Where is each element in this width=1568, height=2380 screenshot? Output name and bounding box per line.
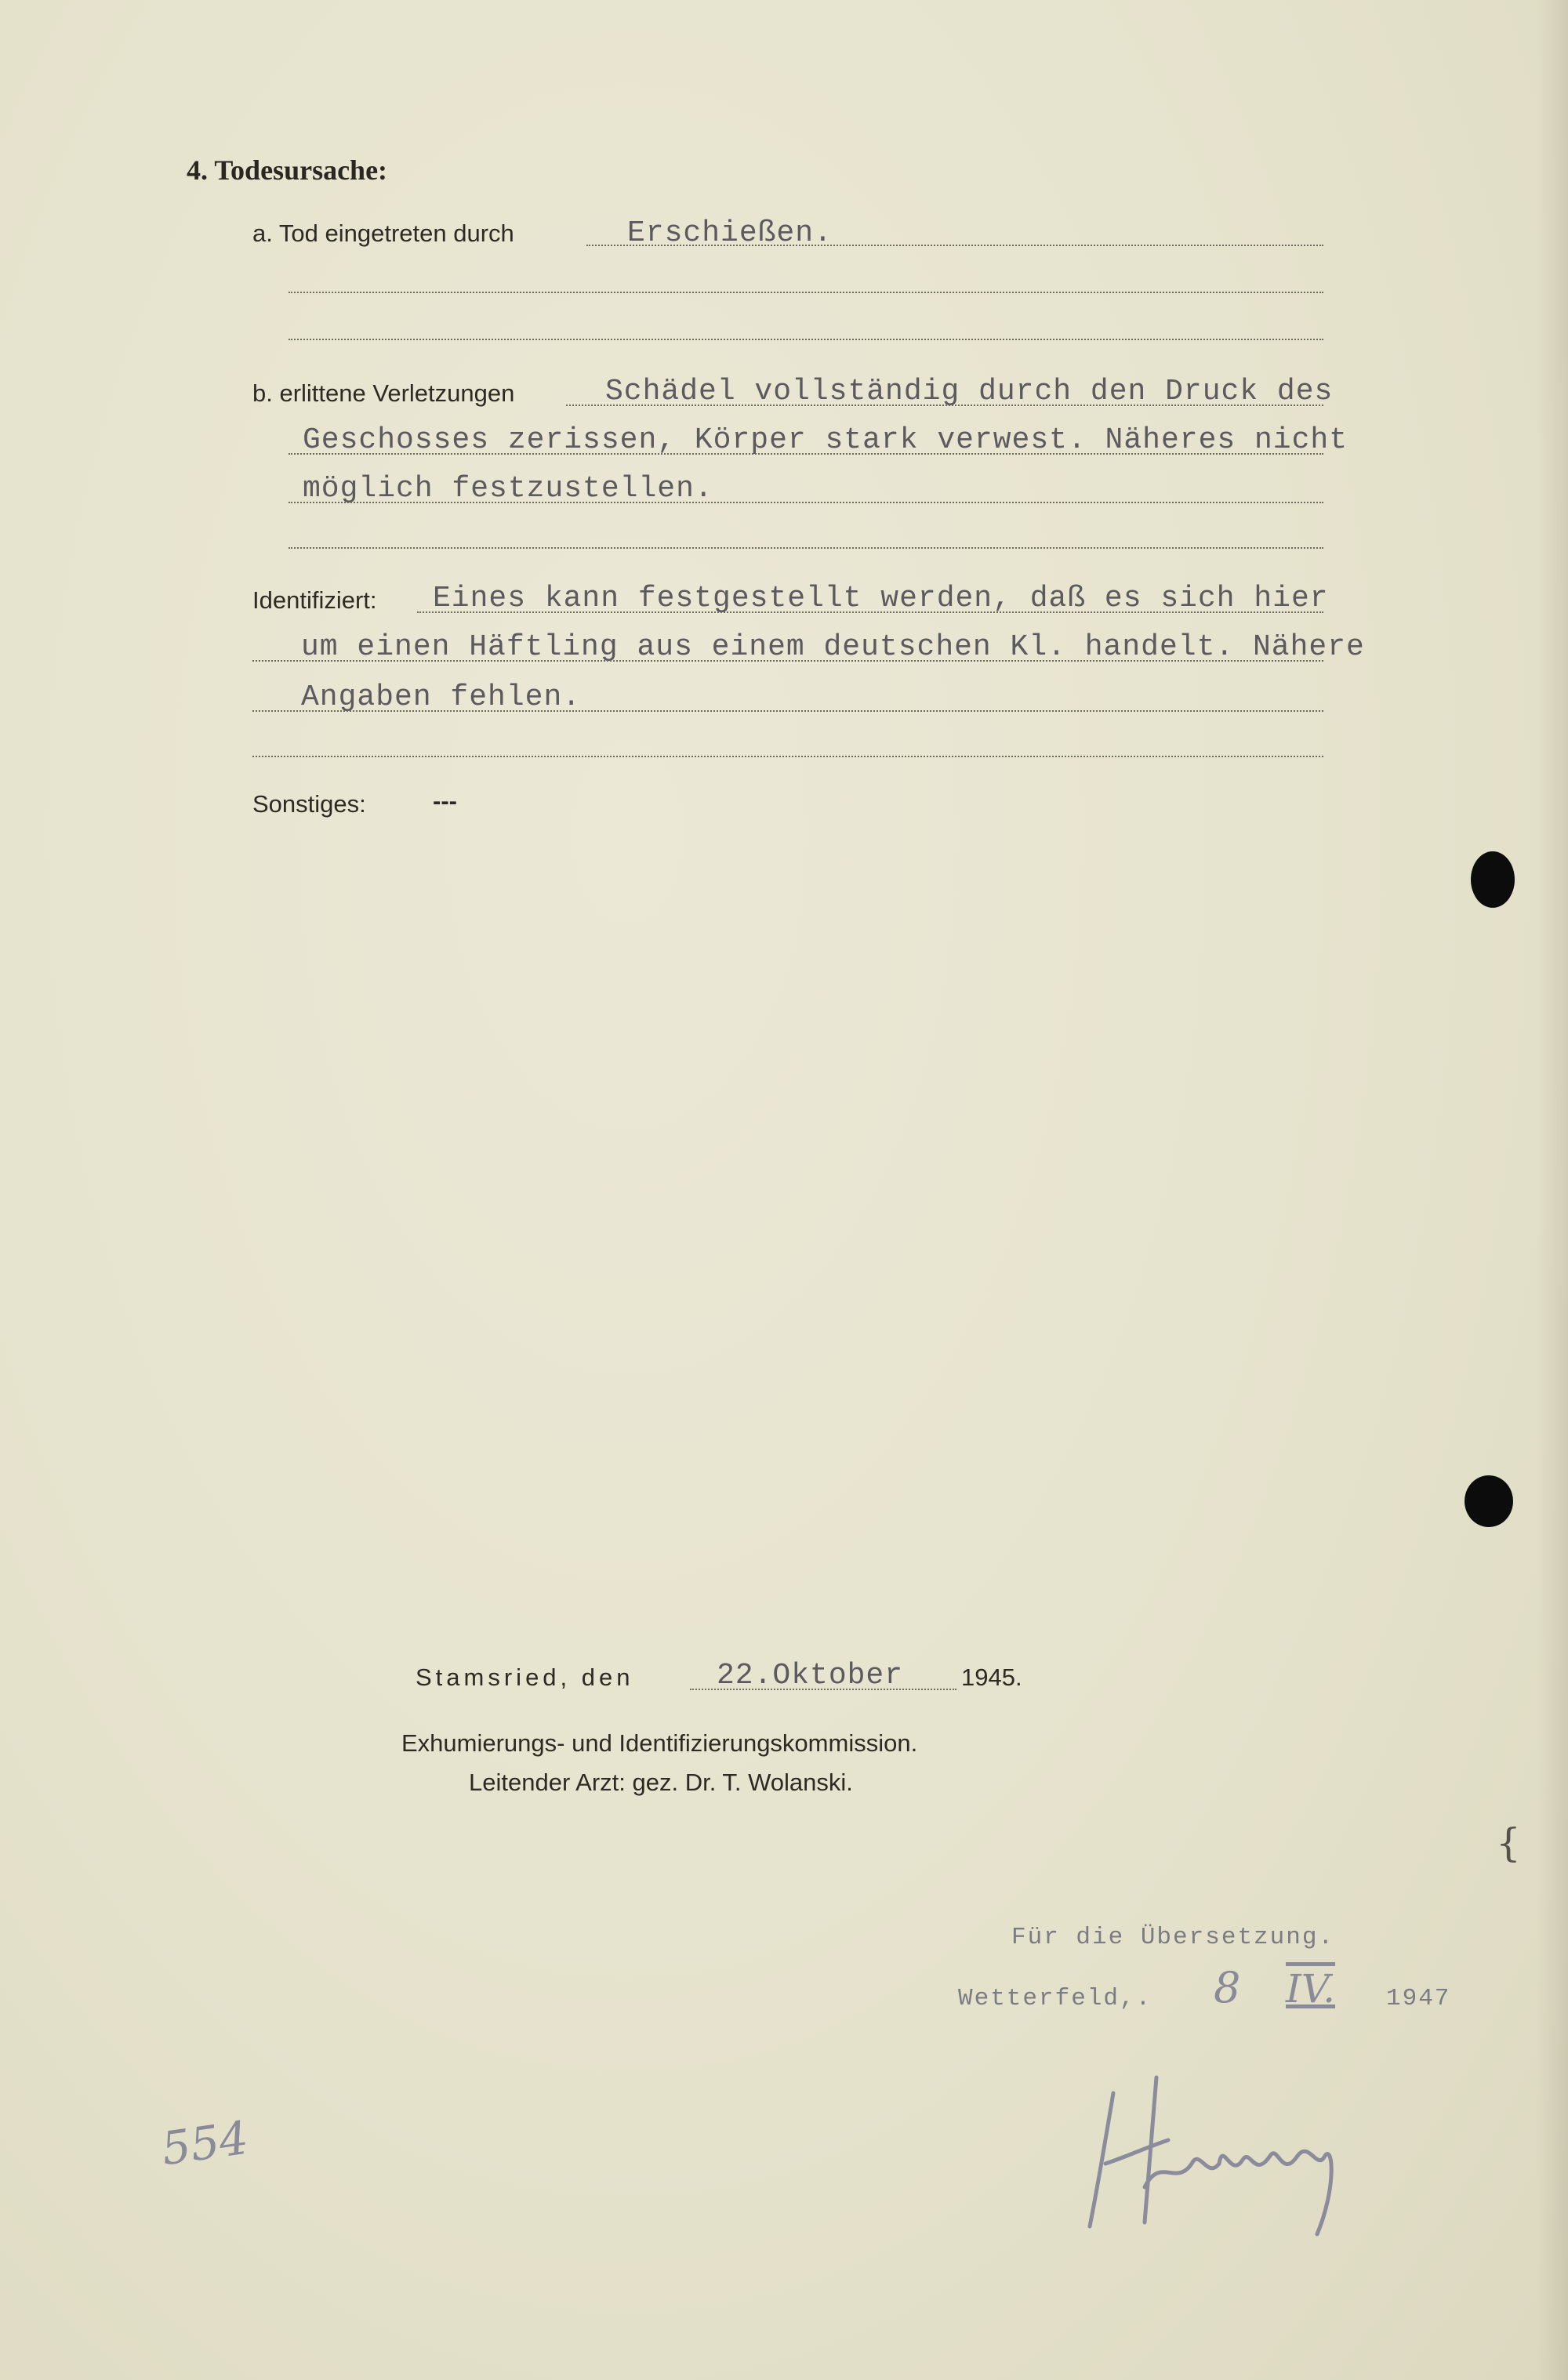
date-typed: 22.Oktober <box>717 1659 904 1692</box>
dotted-line <box>252 756 1323 757</box>
translation-place: Wetterfeld,. <box>958 1985 1152 2012</box>
punch-hole-top <box>1471 851 1515 908</box>
identified-label: Identifiziert: <box>252 586 377 614</box>
dotted-line <box>289 453 1323 455</box>
other-label: Sonstiges: <box>252 790 366 818</box>
dotted-line <box>289 339 1323 340</box>
dotted-line <box>289 547 1323 549</box>
year-text: 1945. <box>961 1663 1022 1691</box>
other-value: --- <box>433 787 457 814</box>
section-heading: 4. Todesursache: <box>187 154 388 186</box>
injuries-line-3: möglich festzustellen. <box>303 472 713 506</box>
signature-image <box>1082 2070 1364 2250</box>
dotted-line <box>690 1689 956 1690</box>
margin-number: 554 <box>158 2110 252 2176</box>
identified-line-3: Angaben fehlen. <box>301 680 582 714</box>
punch-hole-bottom <box>1465 1475 1513 1527</box>
lead-doctor: Leitender Arzt: gez. Dr. T. Wolanski. <box>469 1769 853 1796</box>
dotted-line <box>289 292 1323 293</box>
identified-line-2: um einen Häftling aus einem deutschen Kl. handelt. Nähere <box>301 630 1365 664</box>
cause-value: Erschießen. <box>627 216 833 250</box>
dotted-line <box>417 611 1323 613</box>
cause-label: a. Tod eingetreten durch <box>252 219 514 247</box>
injuries-line-1: Schädel vollständig durch den Druck des <box>605 375 1334 408</box>
translation-year: 1947 <box>1386 1985 1451 2012</box>
translation-month: IV. <box>1286 1966 1336 2012</box>
translation-note: Für die Übersetzung. <box>1011 1924 1335 1951</box>
margin-bracket-mark: { <box>1496 1820 1521 1866</box>
page-edge-shadow <box>1537 0 1568 2380</box>
injuries-label: b. erlittene Verletzungen <box>252 379 515 407</box>
dotted-line <box>289 502 1323 503</box>
dotted-line <box>252 710 1323 712</box>
place-date-prefix: Stamsried, den <box>416 1663 634 1691</box>
translation-day: 8 <box>1214 1963 1241 2012</box>
commission-name: Exhumierungs- und Identifizierungskommission. <box>401 1729 918 1757</box>
identified-line-1: Eines kann festgestellt werden, daß es sich hier <box>433 582 1329 615</box>
dotted-line <box>566 405 1323 406</box>
dotted-line <box>586 245 1323 246</box>
dotted-line <box>252 660 1323 662</box>
injuries-line-2: Geschosses zerissen, Körper stark verwest. Näheres nicht <box>303 423 1348 457</box>
